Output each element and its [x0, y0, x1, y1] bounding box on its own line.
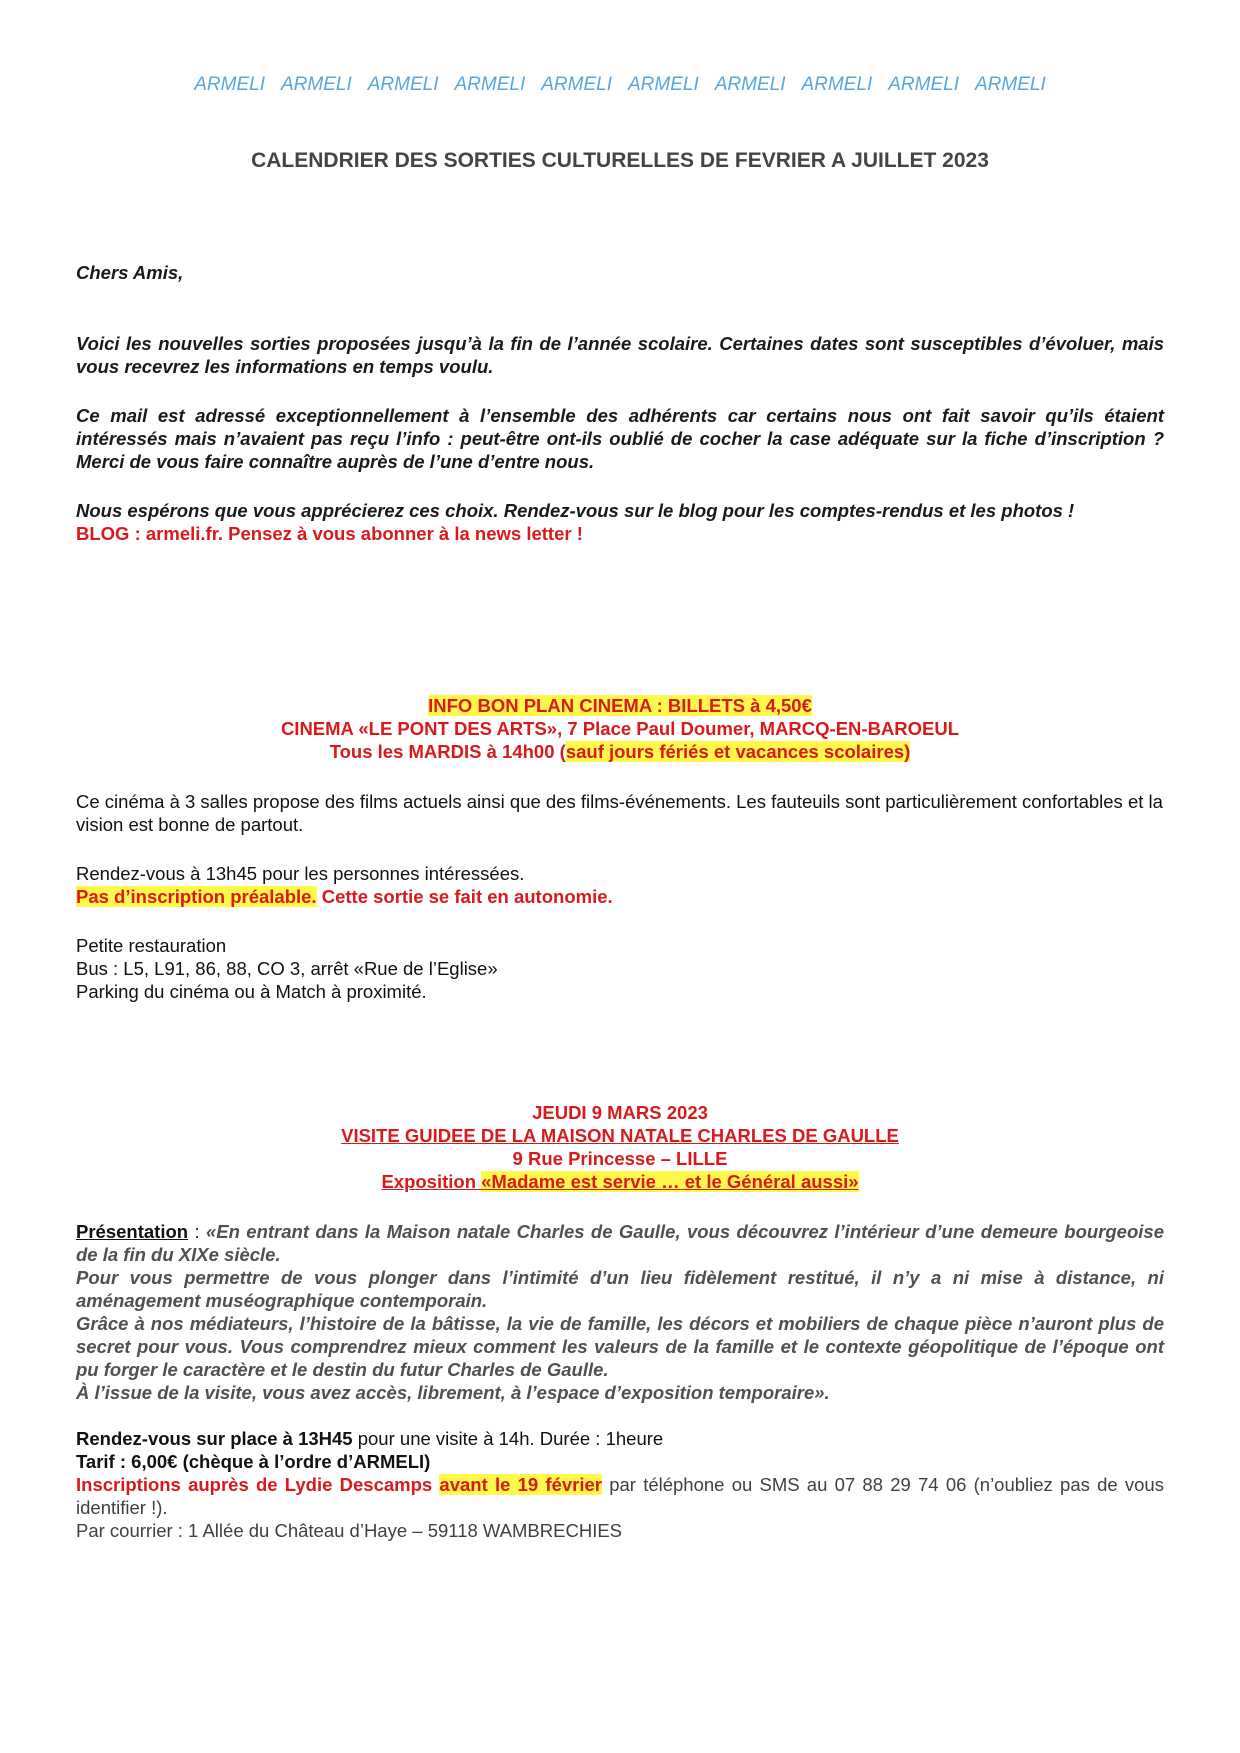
visit-inscription-red: Inscriptions auprès de Lydie Descamps [76, 1474, 440, 1495]
cinema-rdv-block [76, 862, 1164, 908]
visit-rdv-rest: pour une visite à 14h. Durée : 1heure [352, 1428, 664, 1449]
cinema-heading [76, 694, 1164, 763]
presentation-text-4: À l’issue de la visite, vous avez accès, librement, à l’espace d’exposition temporaire». [76, 1382, 830, 1403]
cinema-practical-info [76, 934, 1164, 1003]
cinema-no-registration: Pas d’inscription préalable. [76, 886, 317, 907]
armeli-word: ARMELI [975, 74, 1046, 95]
cinema-description: Ce cinéma à 3 salles propose des films actuels ainsi que des films-événements. Les fauteuils sont particulièrement confortables et la vision est bonne de partout. [76, 791, 1163, 835]
visit-heading [76, 1101, 1164, 1193]
visit-presentation [76, 1220, 1164, 1404]
visit-date: JEUDI 9 MARS 2023 [532, 1102, 708, 1123]
armeli-word: ARMELI [888, 74, 959, 95]
visit-expo-prefix: Exposition [381, 1171, 482, 1192]
document-title: CALENDRIER DES SORTIES CULTURELLES DE FEVRIER A JUILLET 2023 [251, 149, 989, 172]
visit-rdv-bold: Rendez-vous sur place à 13H45 [76, 1428, 353, 1449]
intro-paragraph-2: Ce mail est adressé exceptionnellement à l’ensemble des adhérents car certains nous ont fait savoir qu’ils étaient intéressés mais n’avaient pas reçu l’info : peut-être ont-ils oublié de cocher la case adéquate sur la fiche d’inscription ? Merci de vous faire connaître auprès de l’une d’entre nous. [76, 405, 1164, 472]
presentation-text-1: «En entrant dans la Maison natale Charles de Gaulle, vous découvrez l’intérieur d’une demeure bourgeoise de la fin du XIXe siècle. [76, 1221, 1164, 1265]
cinema-autonomy: Cette sortie se fait en autonomie. [316, 886, 613, 907]
visit-tarif: Tarif : 6,00€ (chèque à l’ordre d’ARMELI) [76, 1451, 431, 1472]
cinema-rdv: Rendez-vous à 13h45 pour les personnes intéressées. [76, 863, 525, 884]
presentation-label: Présentation [76, 1221, 189, 1242]
intro-paragraph-3: Nous espérons que vous apprécierez ces choix. Rendez-vous sur le blog pour les comptes-rendus et les photos ! [76, 500, 1075, 521]
presentation-text-2: Pour vous permettre de vous plonger dans l’intimité d’un lieu fidèlement restitué, il n’y a ni mise à distance, ni aménagement muséographique contemporain. [76, 1267, 1164, 1311]
armeli-word: ARMELI [628, 74, 699, 95]
visit-expo-title: «Madame est servie … et le Général aussi» [481, 1171, 859, 1192]
armeli-word: ARMELI [454, 74, 526, 95]
cinema-heading-3-highlight: sauf jours fériés et vacances scolaires) [565, 741, 911, 762]
blog-link[interactable]: BLOG : armeli.fr. Pensez à vous abonner à la news letter ! [76, 523, 583, 544]
visit-address: 9 Rue Princesse – LILLE [512, 1148, 728, 1169]
armeli-word: ARMELI [281, 74, 352, 95]
visit-courrier: Par courrier : 1 Allée du Château d’Haye – 59118 WAMBRECHIES [76, 1520, 623, 1541]
cinema-heading-2: CINEMA «LE PONT DES ARTS», 7 Place Paul Doumer, MARCQ-EN-BAROEUL [280, 718, 960, 739]
intro-paragraph-3-block [76, 499, 1164, 545]
cinema-food: Petite restauration [76, 935, 227, 956]
cinema-parking: Parking du cinéma ou à Match à proximité. [76, 981, 427, 1002]
armeli-word: ARMELI [541, 74, 612, 95]
visit-title: VISITE GUIDEE DE LA MAISON NATALE CHARLES DE GAULLE [341, 1125, 899, 1146]
visit-practical-info [76, 1427, 1164, 1542]
cinema-bus: Bus : L5, L91, 86, 88, CO 3, arrêt «Rue de l’Eglise» [76, 958, 498, 979]
armeli-word: ARMELI [194, 74, 265, 95]
armeli-word: ARMELI [801, 74, 873, 95]
presentation-sep: : [188, 1221, 206, 1242]
armeli-word: ARMELI [714, 74, 786, 95]
armeli-banner [0, 74, 1240, 96]
presentation-text-3: Grâce à nos médiateurs, l’histoire de la bâtisse, la vie de famille, les décors et mobiliers de chaque pièce n’auront plus de secret pour vous. Vous comprendrez mieux comment les valeurs de la famille et le contexte géopolitique de l’époque ont pu forger le caractère et le destin du futur Charles de Gaulle. [76, 1313, 1164, 1380]
visit-deadline: avant le 19 février [439, 1474, 602, 1495]
cinema-heading-1: INFO BON PLAN CINEMA : BILLETS à 4,50€ [428, 695, 812, 716]
armeli-word: ARMELI [367, 74, 439, 95]
intro-paragraph-1: Voici les nouvelles sorties proposées jusqu’à la fin de l’année scolaire. Certaines dates sont susceptibles d’évoluer, mais vous recevrez les informations en temps voulu. [76, 333, 1164, 377]
cinema-heading-3-prefix: Tous les MARDIS à 14h00 ( [329, 741, 566, 762]
visit-inscription-rest: par téléphone ou SMS au 07 88 29 74 06 (n’oubliez pas de vous identifier !). [76, 1474, 1164, 1518]
greeting: Chers Amis, [76, 262, 184, 283]
